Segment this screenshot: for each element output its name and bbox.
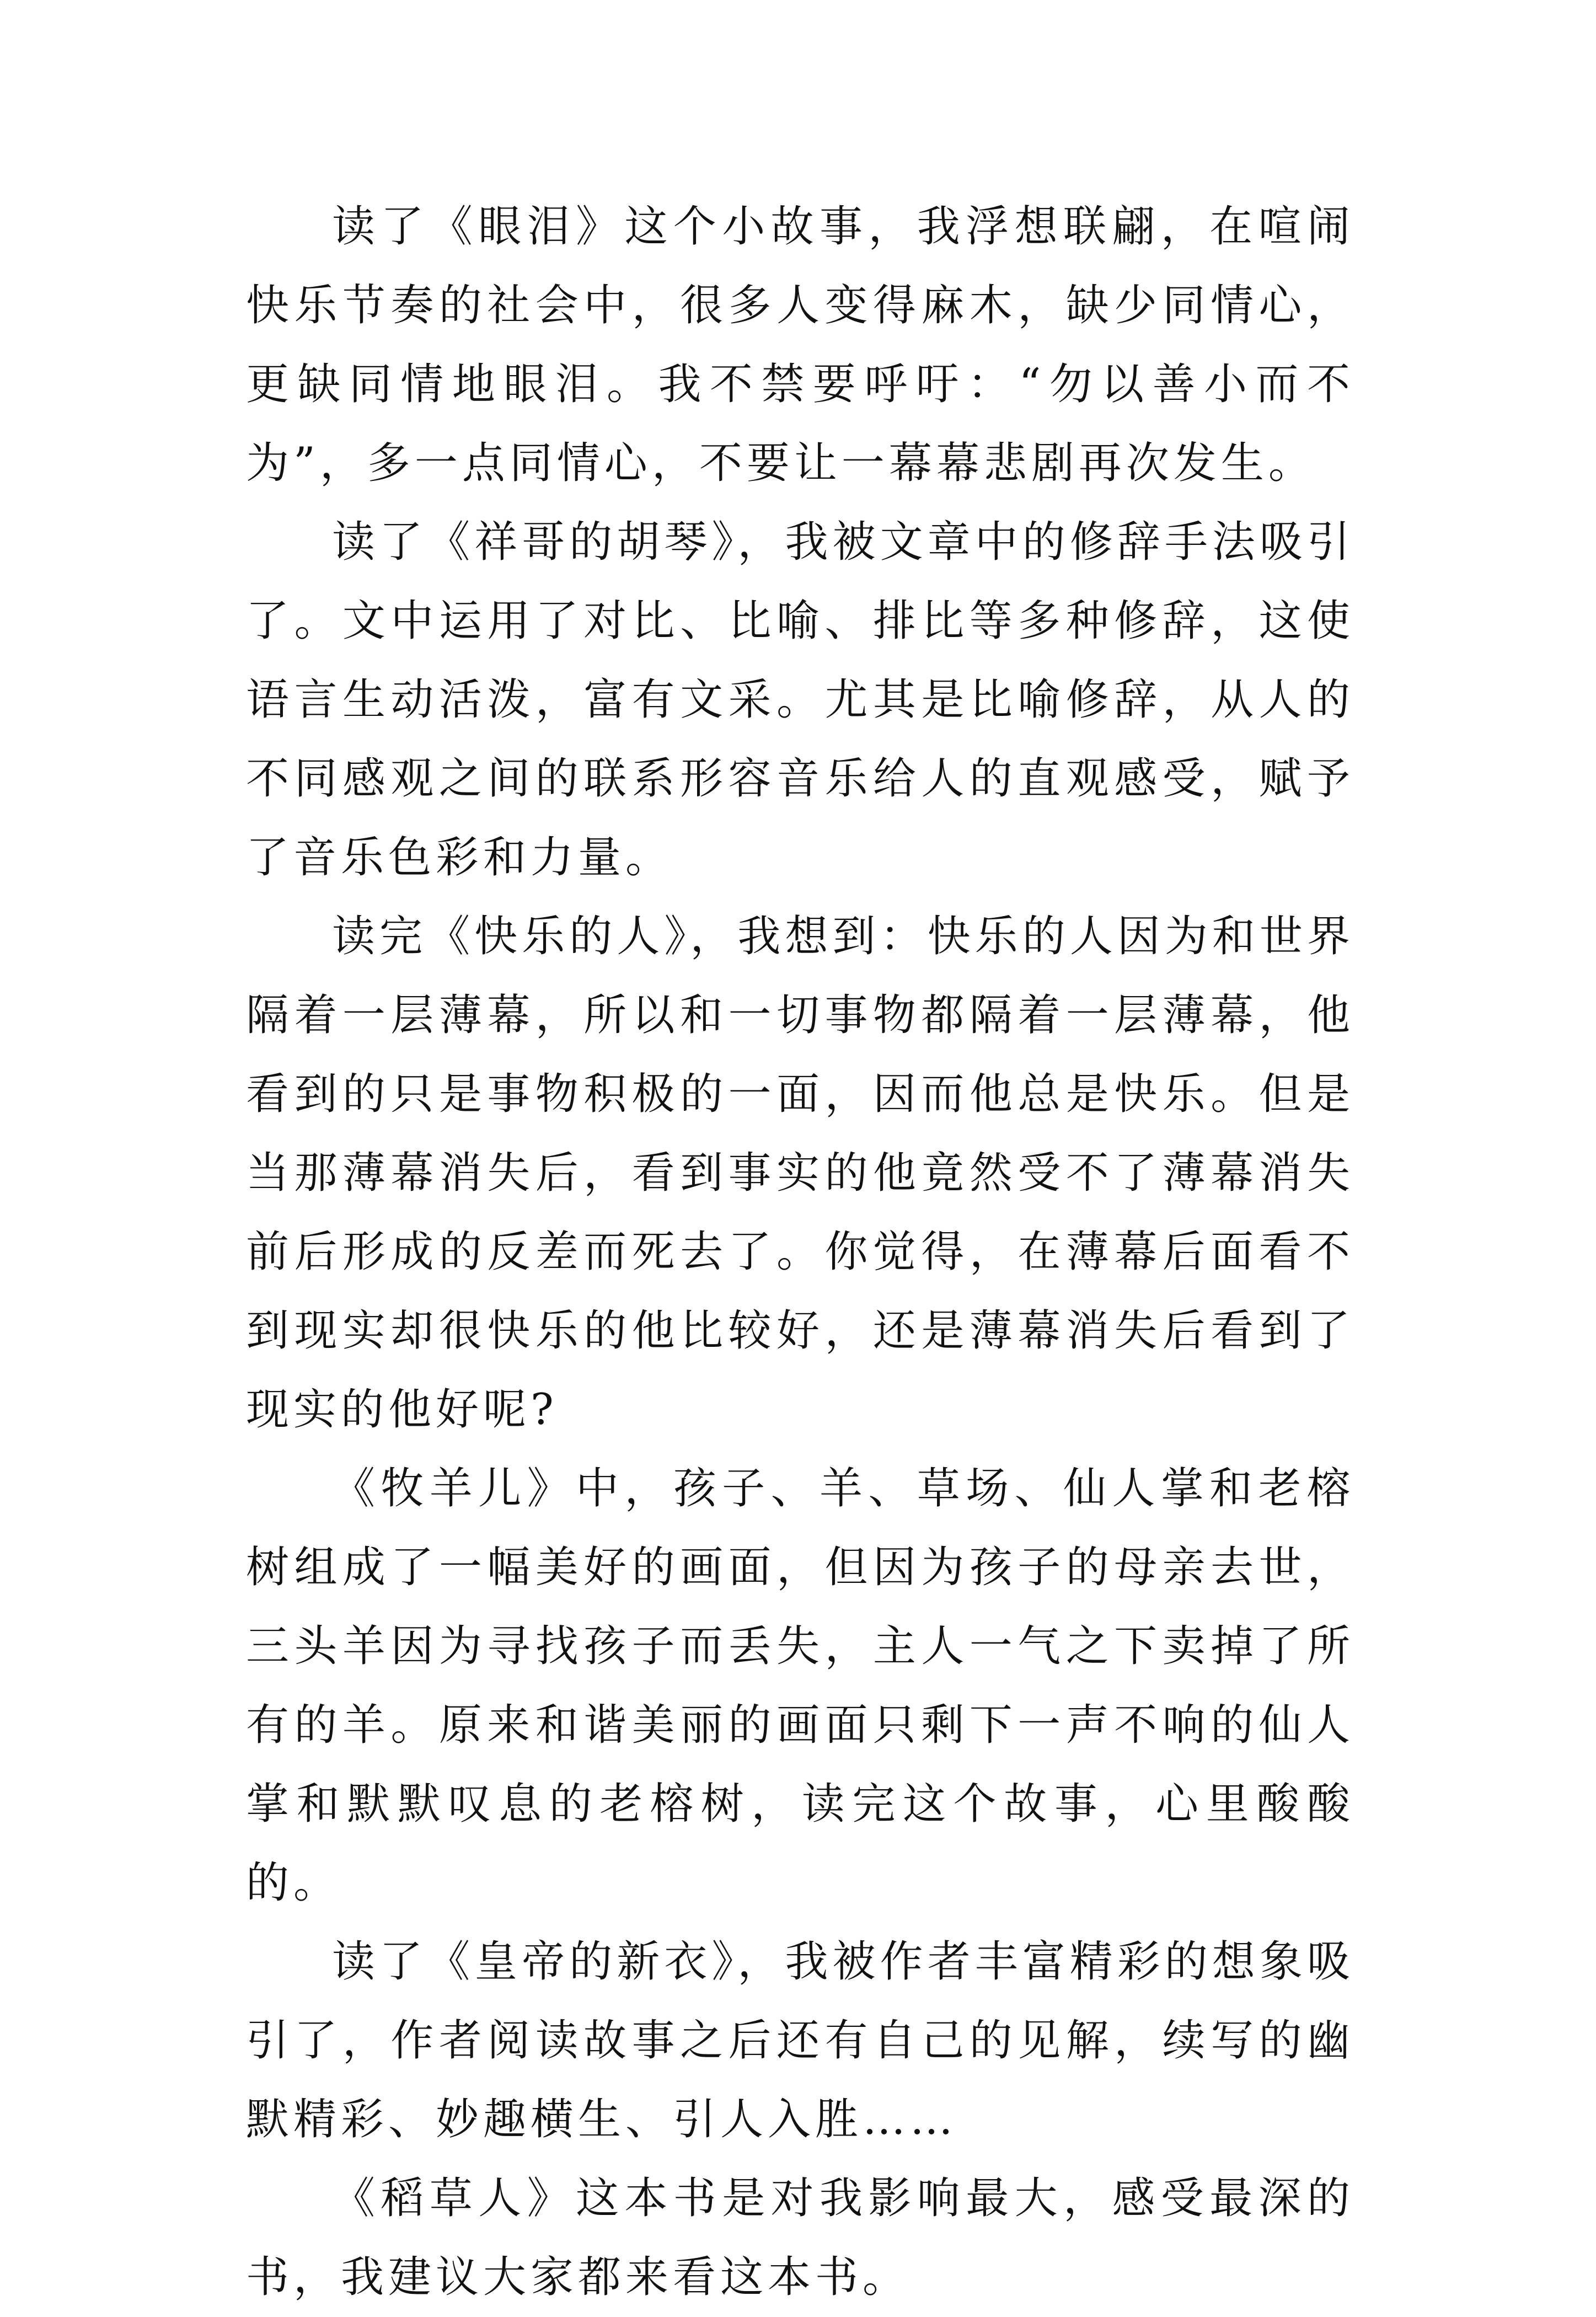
paragraph-shepherd-boy: 《牧羊儿》中，孩子、羊、草场、仙人掌和老榕树组成了一幅美好的画面，但因为孩子的母亲去世，三头羊因为寻找孩子而丢失，主人一气之下卖掉了所有的羊。原来和谐美丽的画面只剩下一声不响的仙人掌和默默叹息的老榕树，读完这个故事，心里酸酸的。: [246, 1464, 1354, 1908]
document-body: [246, 188, 1354, 2317]
paragraph-xiangge-huqin: 读了《祥哥的胡琴》，我被文章中的修辞手法吸引了。文中运用了对比、比喻、排比等多种修辞，这使语言生动活泼，富有文采。尤其是比喻修辞，从人的不同感观之间的联系形容音乐给人的直观感受，赋予了音乐色彩和力量。: [246, 517, 1354, 882]
paragraph-happy-person: 读完《快乐的人》，我想到：快乐的人因为和世界隔着一层薄幕，所以和一切事物都隔着一层薄幕，他看到的只是事物积极的一面，因而他总是快乐。但是当那薄幕消失后，看到事实的他竟然受不了薄幕消失前后形成的反差而死去了。你觉得，在薄幕后面看不到现实却很快乐的他比较好，还是薄幕消失后看到了现实的他好呢?: [246, 912, 1354, 1435]
paragraph-scarecrow: 《稻草人》这本书是对我影响最大，感受最深的书，我建议大家都来看这本书。: [246, 2174, 1354, 2302]
paragraph-emperor-new-clothes: 读了《皇帝的新衣》，我被作者丰富精彩的想象吸引了，作者阅读故事之后还有自己的见解，续写的幽默精彩、妙趣横生、引人入胜……: [246, 1937, 1354, 2144]
paragraph-tears: 读了《眼泪》这个小故事，我浮想联翩，在喧闹快乐节奏的社会中，很多人变得麻木，缺少同情心，更缺同情地眼泪。我不禁要呼吁：“勿以善小而不为”，多一点同情心，不要让一幕幕悲剧再次发生。: [246, 202, 1354, 488]
